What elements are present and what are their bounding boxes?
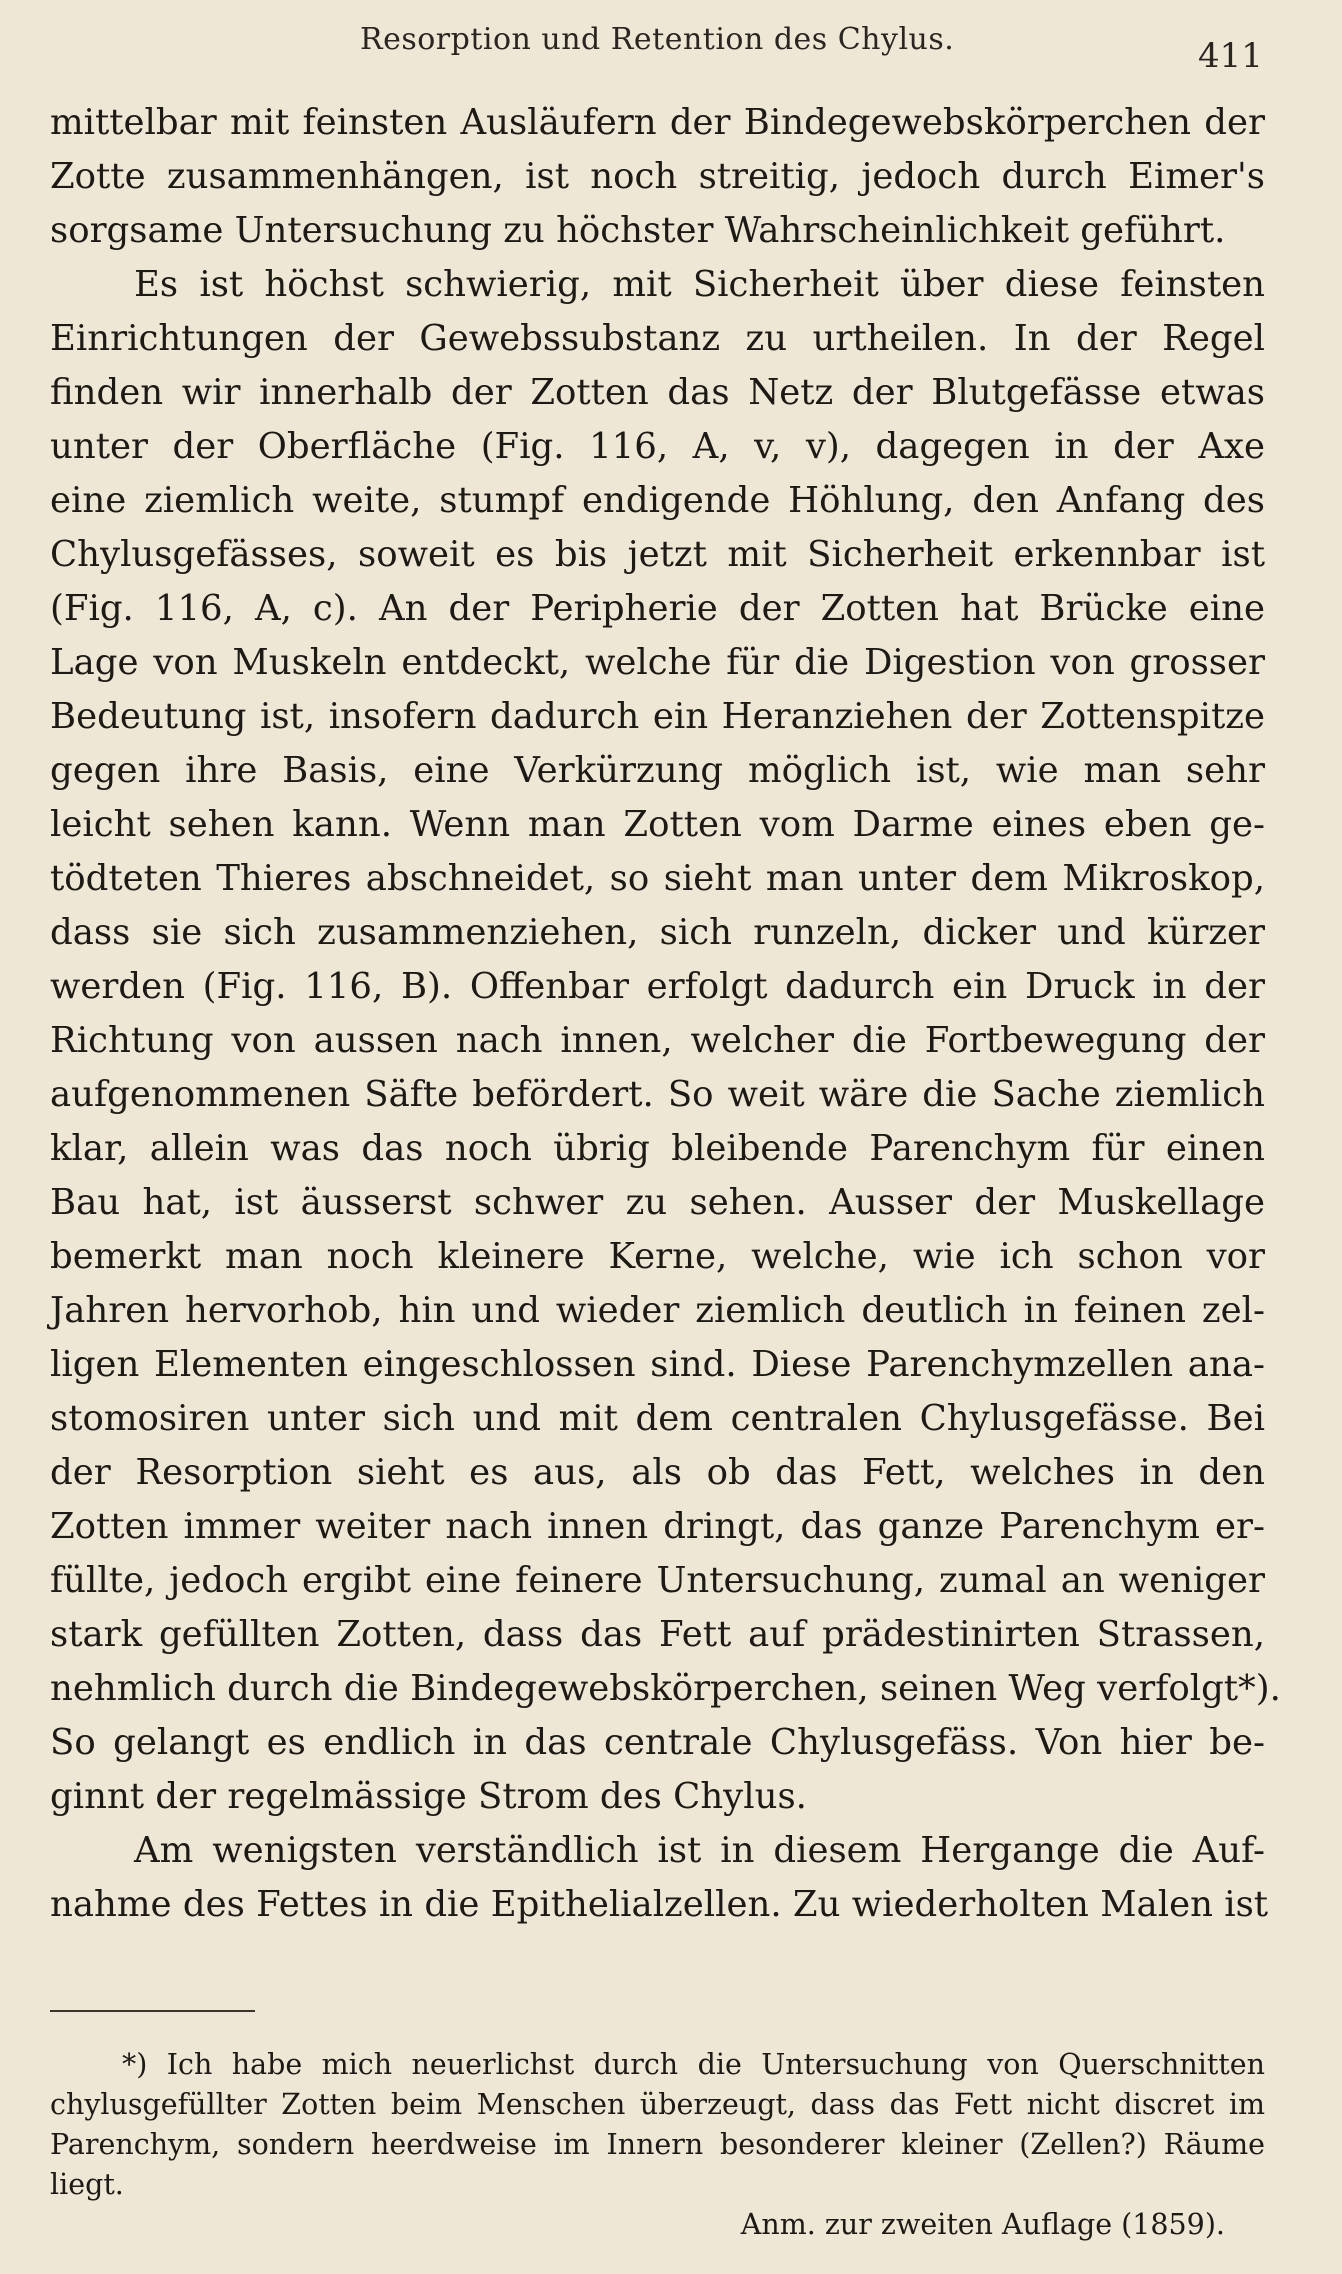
text-line: Bau hat, ist äusserst schwer zu sehen. Ausser der Muskellage [50, 1182, 1265, 1223]
text-line: ginnt der regelmässige Strom des Chylus. [50, 1776, 807, 1817]
text-line: Bedeutung ist, insofern dadurch ein Heranziehen der Zottenspitze [50, 696, 1265, 737]
text-line: aufgenommenen Säfte befördert. So weit wäre die Sache ziemlich [50, 1074, 1265, 1115]
text-line: nahme des Fettes in die Epithelialzellen. Zu wiederholten Malen ist [50, 1884, 1269, 1925]
footnote-line: Parenchym, sondern heerdweise im Innern besonderer kleiner (Zellen?) Räume [50, 2128, 1265, 2161]
text-line: Chylusgefässes, soweit es bis jetzt mit Sicherheit erkennbar ist [50, 534, 1265, 575]
footnote-signature: Anm. zur zweiten Auflage (1859). [740, 2208, 1225, 2241]
text-line: stark gefüllten Zotten, dass das Fett auf prädestinirten Strassen, [50, 1614, 1265, 1655]
text-line: tödteten Thieres abschneidet, so sieht man unter dem Mikroskop, [50, 858, 1265, 899]
text-line: werden (Fig. 116, B). Offenbar erfolgt dadurch ein Druck in der [50, 966, 1265, 1007]
text-line: Zotten immer weiter nach innen dringt, das ganze Parenchym er- [50, 1506, 1265, 1547]
text-line: Einrichtungen der Gewebssubstanz zu urtheilen. In der Regel [50, 318, 1265, 359]
footnote [50, 2045, 1265, 2245]
running-title: Resorption und Retention des Chylus. [360, 22, 955, 57]
text-line: sorgsame Untersuchung zu höchster Wahrscheinlichkeit geführt. [50, 210, 1226, 251]
text-line: Jahren hervorhob, hin und wieder ziemlich deutlich in feinen zel- [50, 1290, 1265, 1331]
footnote-line: liegt. [50, 2168, 124, 2201]
main-text [50, 96, 1281, 1932]
text-line: gegen ihre Basis, eine Verkürzung möglich ist, wie man sehr [50, 750, 1265, 791]
text-line: füllte, jedoch ergibt eine feinere Untersuchung, zumal an weniger [50, 1560, 1265, 1601]
text-line: dass sie sich zusammenziehen, sich runzeln, dicker und kürzer [50, 912, 1265, 953]
text-line: Zotte zusammenhängen, ist noch streitig, jedoch durch Eimer's [50, 156, 1265, 197]
text-line: finden wir innerhalb der Zotten das Netz der Blutgefässe etwas [50, 372, 1265, 413]
text-line: der Resorption sieht es aus, als ob das Fett, welches in den [50, 1452, 1265, 1493]
text-line: eine ziemlich weite, stumpf endigende Höhlung, den Anfang des [50, 480, 1265, 521]
text-line: So gelangt es endlich in das centrale Chylusgefäss. Von hier be- [50, 1722, 1265, 1763]
page-number: 411 [1198, 36, 1263, 76]
footnote-line: *) Ich habe mich neuerlichst durch die Untersuchung von Querschnitten [122, 2048, 1265, 2081]
footnote-divider [50, 2010, 255, 2012]
text-line: mittelbar mit feinsten Ausläufern der Bindegewebskörperchen der [50, 102, 1265, 143]
text-line: Lage von Muskeln entdeckt, welche für die Digestion von grosser [50, 642, 1265, 683]
text-line: Richtung von aussen nach innen, welcher die Fortbewegung der [50, 1020, 1265, 1061]
text-line: bemerkt man noch kleinere Kerne, welche, wie ich schon vor [50, 1236, 1265, 1277]
text-line: nehmlich durch die Bindegewebskörperchen, seinen Weg verfolgt*). [50, 1668, 1281, 1709]
text-line: unter der Oberfläche (Fig. 116, A, v, v), dagegen in der Axe [50, 426, 1265, 467]
text-line: stomosiren unter sich und mit dem centralen Chylusgefässe. Bei [50, 1398, 1265, 1439]
text-line: klar, allein was das noch übrig bleibende Parenchym für einen [50, 1128, 1265, 1169]
text-line: (Fig. 116, A, c). An der Peripherie der Zotten hat Brücke eine [50, 588, 1265, 629]
text-line: ligen Elementen eingeschlossen sind. Diese Parenchymzellen ana- [50, 1344, 1265, 1385]
footnote-line: chylusgefüllter Zotten beim Menschen überzeugt, dass das Fett nicht discret im [50, 2088, 1265, 2121]
text-line: Am wenigsten verständlich ist in diesem Hergange die Auf- [134, 1830, 1265, 1871]
text-line: Es ist höchst schwierig, mit Sicherheit über diese feinsten [134, 264, 1265, 305]
text-line: leicht sehen kann. Wenn man Zotten vom Darme eines eben ge- [50, 804, 1265, 845]
